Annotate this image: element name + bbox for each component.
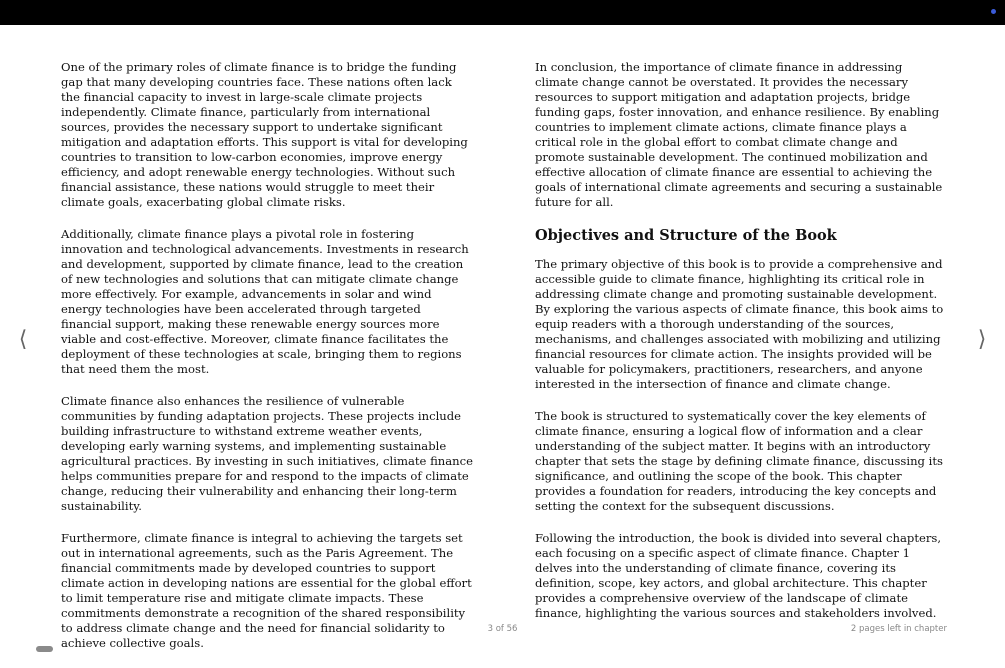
paragraph: The primary objective of this book is to provide a comprehensive and accessible guide to climate finance, highlighting its critical role in addressing climate change and promoting sustainable development. By exploring the various aspects of climate finance, this book aims to equip readers with a thorough understanding of the sources, mechanisms, and challenges associated with mobilizing and utilizing financial resources for climate action. The insights provided will be valuable for policymakers, practitioners, researchers, and anyone interested in the intersection of finance and climate change.: [535, 257, 944, 391]
right-page-column: [535, 60, 947, 638]
paragraph: In conclusion, the importance of climate finance in addressing climate change cannot be overstated. It provides the necessary resources to support mitigation and adaptation projects, bridge funding gaps, foster innovation, and enhance resilience. By enabling countries to implement climate actions, climate finance plays a critical role in the global effort to combat climate change and promote sustainable development. The continued mobilization and effective allocation of climate finance are essential to achieving the goals of international climate agreements and securing a sustainable future for all.: [535, 60, 943, 209]
paragraph: Additionally, climate finance plays a pivotal role in fostering innovation and technological advancements. Investments in research and development, supported by climate finance, lead to the creation of new technologies and solutions that can mitigate climate change more effectively. For example, advancements in solar and wind energy technologies have been accelerated through targeted financial support, making these renewable energy sources more viable and cost-effective. Moreover, climate finance facilitates the deployment of these technologies at scale, bringing them to regions that need them the most.: [61, 227, 469, 376]
status-dot-icon: [991, 9, 996, 14]
page-scrubber-handle[interactable]: [36, 646, 53, 652]
paragraph: The book is structured to systematically cover the key elements of climate finance, ensuring a logical flow of information and a clear understanding of the subject matter. It begins with an introductory chapter that sets the stage by defining climate finance, discussing its significance, and outlining the scope of the book. This chapter provides a foundation for readers, introducing the key concepts and setting the context for the subsequent discussions.: [535, 409, 943, 513]
paragraph: One of the primary roles of climate finance is to bridge the funding gap that many developing countries face. These nations often lack the financial capacity to invest in large-scale climate projects independently. Climate finance, particularly from international sources, provides the necessary support to undertake significant mitigation and adaptation efforts. This support is vital for developing countries to transition to low-carbon economies, improve energy efficiency, and adopt renewable energy technologies. Without such financial assistance, these nations would struggle to meet their climate goals, exacerbating global climate risks.: [61, 60, 468, 209]
chevron-left-icon: ⟨: [18, 326, 28, 352]
top-bar: [0, 0, 1005, 25]
chevron-right-icon: ⟩: [977, 326, 987, 352]
previous-page-button[interactable]: [15, 325, 31, 353]
left-page-column: [61, 60, 473, 668]
paragraph: Climate finance also enhances the resilience of vulnerable communities by funding adaptation projects. These projects include building infrastructure to withstand extreme weather events, developing early warning systems, and implementing sustainable agricultural practices. By investing in such initiatives, climate finance helps communities prepare for and respond to the impacts of climate change, reducing their vulnerability and enhancing their long-term sustainability.: [61, 394, 474, 513]
paragraph: Following the introduction, the book is divided into several chapters, each focusing on a specific aspect of climate finance. Chapter 1 delves into the understanding of climate finance, covering its definition, scope, key actors, and global architecture. This chapter provides a comprehensive overview of the landscape of climate finance, highlighting the various sources and stakeholders involved.: [535, 531, 942, 620]
pages-left-label: 2 pages left in chapter: [850, 624, 947, 634]
paragraph: Furthermore, climate finance is integral to achieving the targets set out in international agreements, such as the Paris Agreement. The financial commitments made by developed countries to support climate action in developing nations are essential for the global effort to limit temperature rise and mitigate climate impacts. These commitments demonstrate a recognition of the shared responsibility to address climate change and the need for financial solidarity to achieve collective goals.: [61, 531, 472, 650]
page-indicator: 3 of 56: [487, 624, 518, 634]
next-page-button[interactable]: [974, 325, 990, 353]
section-heading: Objectives and Structure of the Book: [535, 227, 837, 244]
